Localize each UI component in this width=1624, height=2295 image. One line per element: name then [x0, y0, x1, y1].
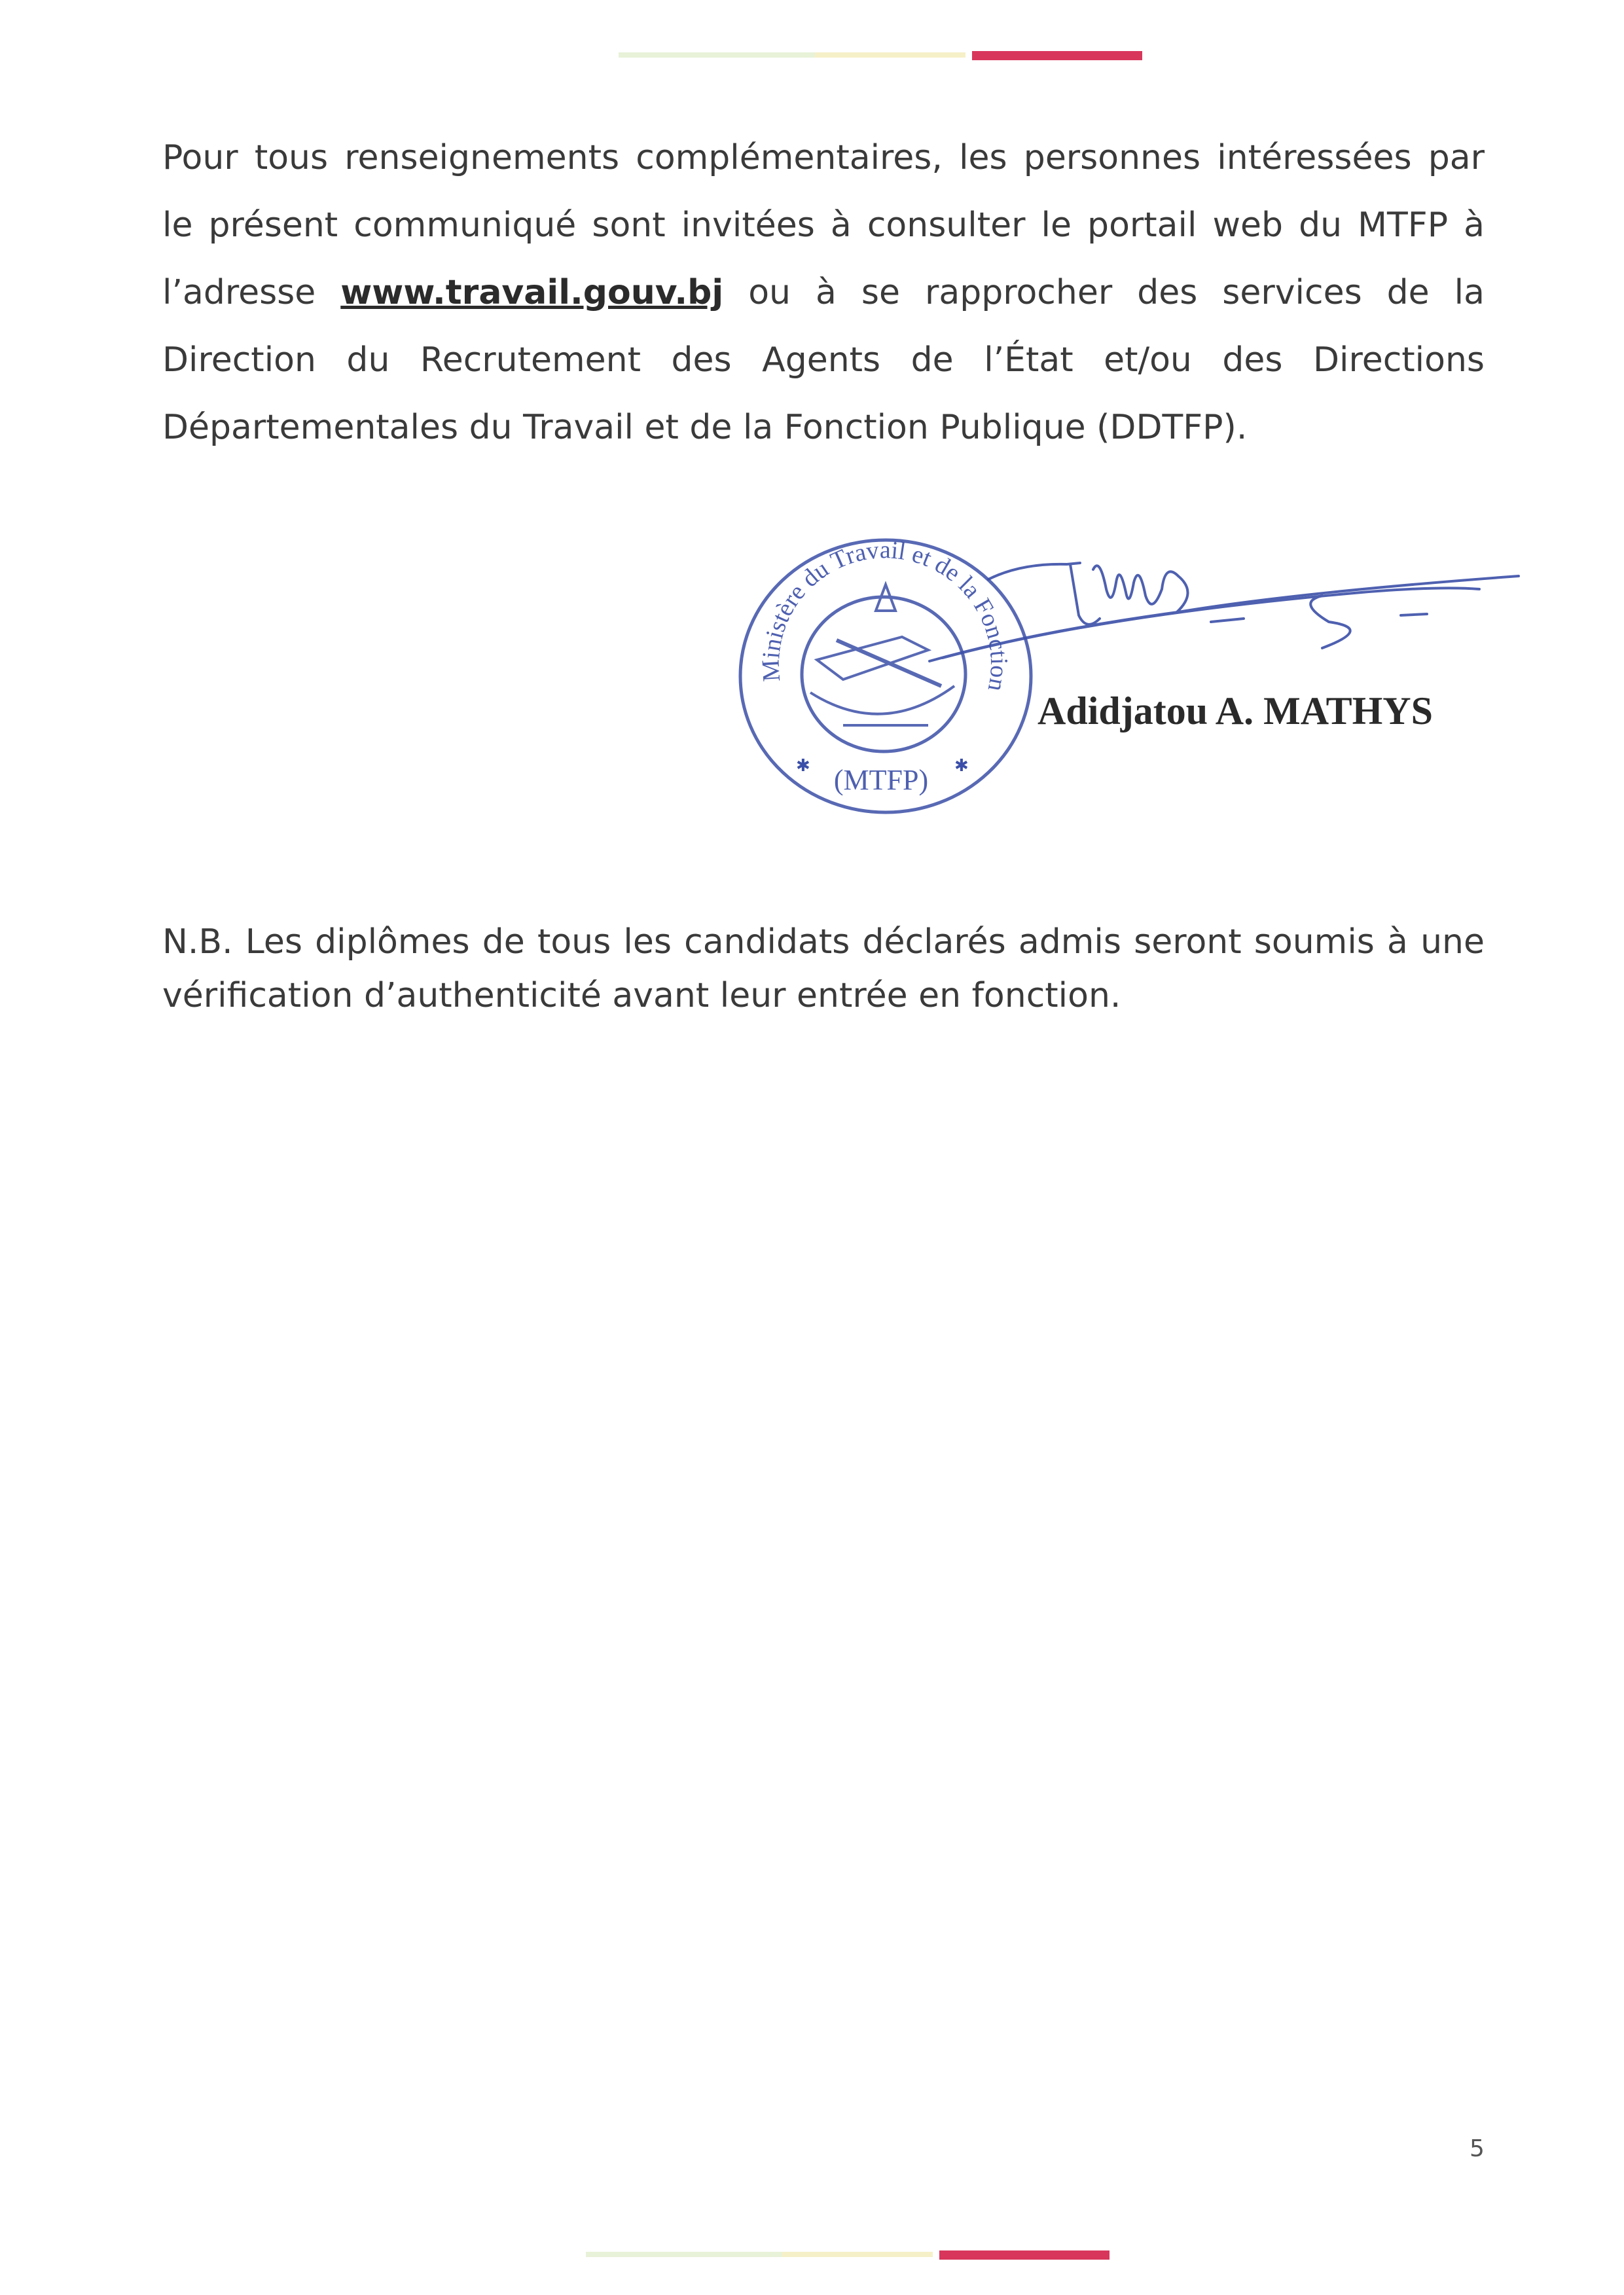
portal-url-link[interactable]: www.travail.gouv.bj: [340, 273, 724, 312]
flag-yellow-band: [815, 52, 965, 58]
information-paragraph: [162, 124, 1485, 461]
svg-text:✱: ✱: [796, 755, 810, 775]
handwritten-signature: [903, 517, 1525, 687]
paragraph-text-start: Pour tous renseignements complémentaires, les personnes intéressées par le présent communiqué sont invitées à consulter le portail web du MTFP à l’adresse: [162, 138, 1485, 312]
flag-red-band: [972, 51, 1142, 60]
signature-icon: [903, 517, 1525, 687]
svg-text:✱: ✱: [954, 755, 969, 775]
svg-text:Ministère du Travail et de la: Ministère du Travail et de la Fonction: [757, 536, 1013, 694]
flag-red-band: [939, 2250, 1110, 2260]
flag-green-band: [619, 52, 815, 58]
signatory-name: Adidjatou A. MATHYS: [1038, 689, 1433, 732]
nb-note-paragraph: N.B. Les diplômes de tous les candidats déclarés admis seront soumis à une vérification d’authenticité avant leur entrée en fonction.: [162, 922, 1485, 1015]
stamp-acronym: (MTFP): [833, 764, 929, 796]
page-number: 5: [1470, 2135, 1485, 2162]
footer-flag-strip: [586, 2250, 1110, 2260]
flag-yellow-band: [782, 2252, 933, 2257]
flag-green-band: [586, 2252, 782, 2257]
paragraph-text-end: ou à se rapprocher des services de la Direction du Recrutement des Agents de l’État et/ou des Directions Départementales du Travail et de la Fonction Publique (DDTFP).: [162, 273, 1485, 447]
header-flag-strip: [619, 51, 1142, 60]
